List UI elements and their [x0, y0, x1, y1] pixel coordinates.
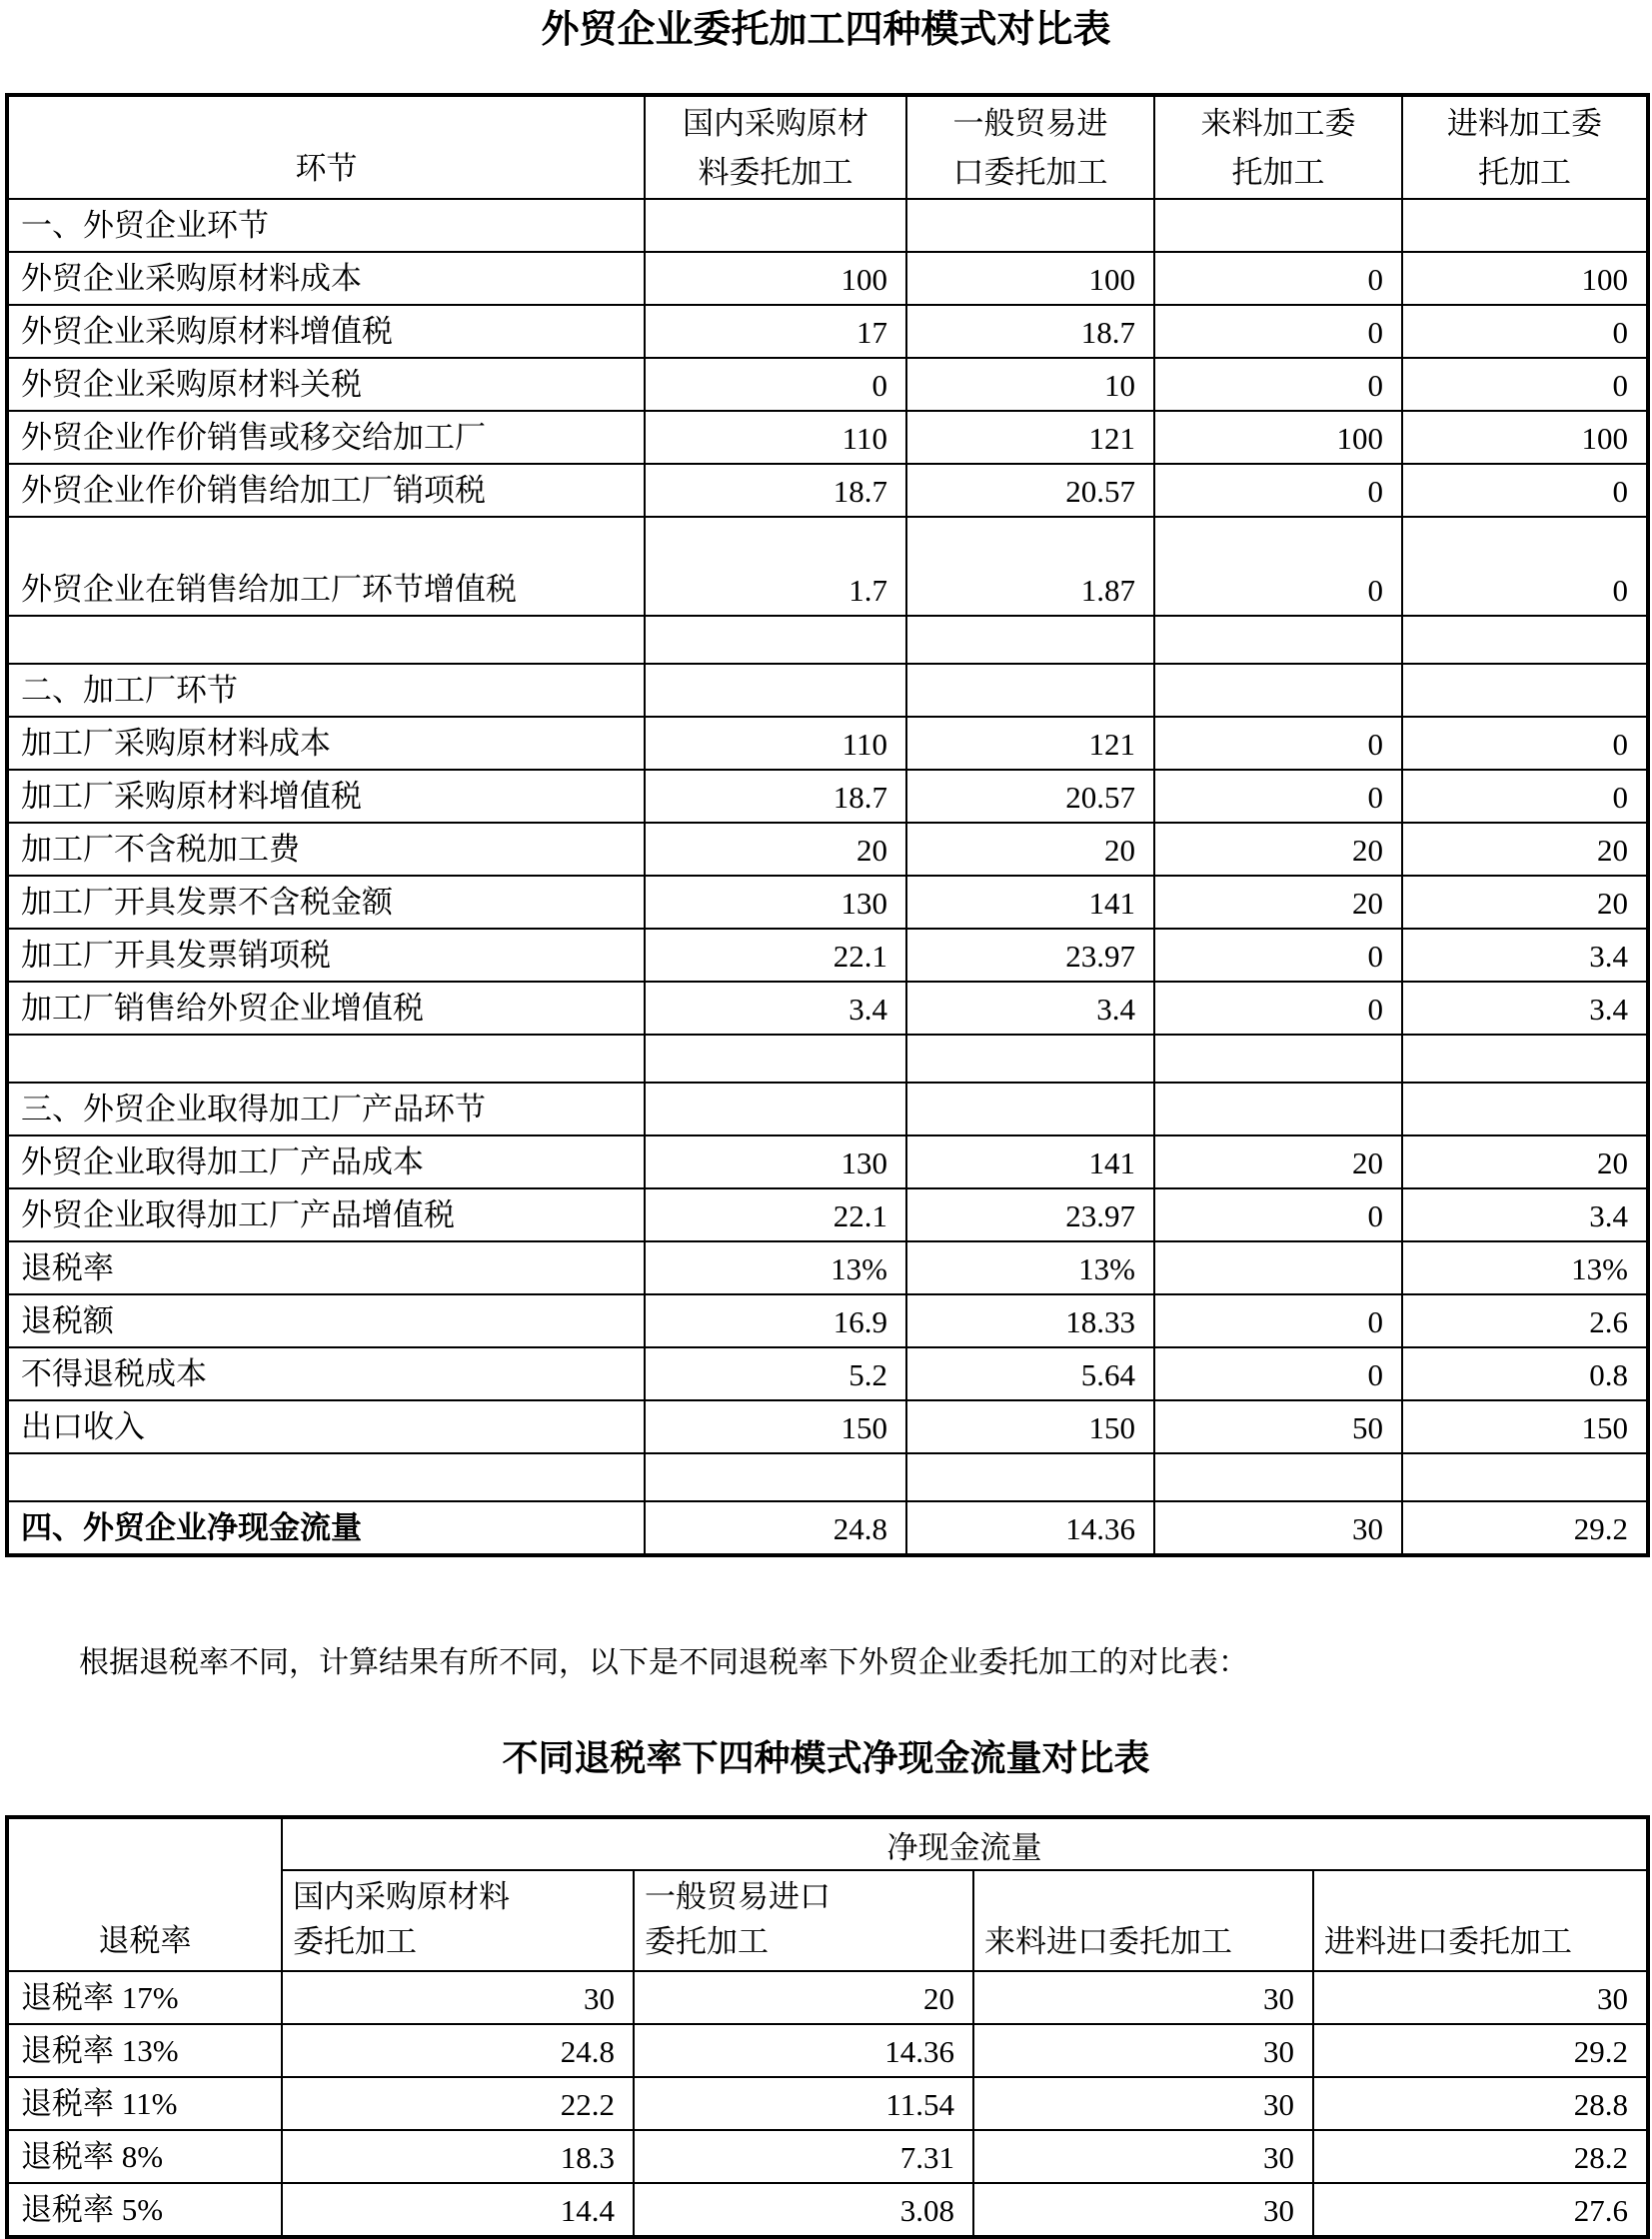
value-cell: 30 [973, 2077, 1313, 2130]
table1-header-row [7, 95, 1648, 199]
value-cell [645, 1035, 906, 1083]
row-label-cell: 外贸企业作价销售给加工厂销项税 [7, 464, 645, 517]
value-cell: 10 [906, 358, 1154, 411]
value-cell: 20 [1154, 876, 1402, 929]
row-label-cell [7, 1035, 645, 1083]
header-cell-domestic-purchase: 国内采购原材 料委托加工 [645, 95, 906, 199]
header-cell-domestic-purchase: 国内采购原材料 委托加工 [282, 1870, 634, 1971]
value-cell [1154, 1083, 1402, 1135]
value-cell: 0 [1154, 717, 1402, 770]
value-cell: 3.4 [906, 982, 1154, 1035]
value-cell: 30 [282, 1971, 634, 2024]
table-row [7, 1501, 1648, 1555]
row-label-cell: 退税额 [7, 1294, 645, 1347]
value-cell: 0 [1402, 305, 1648, 358]
value-cell [1402, 1453, 1648, 1501]
value-cell: 22.1 [645, 929, 906, 982]
value-cell [906, 664, 1154, 717]
row-label-cell: 外贸企业在销售给加工厂环节增值税 [7, 517, 645, 616]
document-page [0, 8, 1652, 2228]
table-row [7, 1971, 1648, 2024]
value-cell: 0 [1154, 1188, 1402, 1241]
value-cell: 30 [973, 2130, 1313, 2183]
header-cell-general-trade-import: 一般贸易进口 委托加工 [634, 1870, 973, 1971]
table-row [7, 1035, 1648, 1083]
row-label-cell: 退税率 11% [7, 2077, 282, 2130]
value-cell: 17 [645, 305, 906, 358]
value-cell [645, 664, 906, 717]
value-cell [1402, 1083, 1648, 1135]
value-cell: 110 [645, 717, 906, 770]
value-cell: 100 [1154, 411, 1402, 464]
value-cell: 11.54 [634, 2077, 973, 2130]
value-cell: 24.8 [282, 2024, 634, 2077]
header-cell-imported-import: 进料进口委托加工 [1313, 1870, 1648, 1971]
header-cell-net-cash-flow: 净现金流量 [282, 1817, 1648, 1870]
value-cell: 0 [1402, 358, 1648, 411]
row-label-cell: 四、外贸企业净现金流量 [7, 1501, 645, 1555]
value-cell: 30 [1313, 1971, 1648, 2024]
value-cell: 0 [1154, 1347, 1402, 1400]
row-label-cell: 退税率 5% [7, 2183, 282, 2237]
value-cell [1154, 199, 1402, 252]
note-paragraph: 根据退税率不同，计算结果有所不同，以下是不同退税率下外贸企业委托加工的对比表： [79, 1646, 1248, 1679]
table-row [7, 305, 1648, 358]
row-label-cell: 二、加工厂环节 [7, 664, 645, 717]
value-cell: 30 [1154, 1501, 1402, 1555]
value-cell: 18.3 [282, 2130, 634, 2183]
value-cell: 18.7 [645, 770, 906, 823]
value-cell: 141 [906, 876, 1154, 929]
row-label-cell: 外贸企业取得加工厂产品成本 [7, 1135, 645, 1188]
table-row [7, 2077, 1648, 2130]
row-label-cell: 加工厂开具发票不含税金额 [7, 876, 645, 929]
value-cell: 0 [1154, 982, 1402, 1035]
value-cell: 18.7 [906, 305, 1154, 358]
value-cell: 3.08 [634, 2183, 973, 2237]
value-cell: 20 [1402, 876, 1648, 929]
row-label-cell: 三、外贸企业取得加工厂产品环节 [7, 1083, 645, 1135]
value-cell: 150 [645, 1400, 906, 1453]
value-cell [645, 1083, 906, 1135]
value-cell: 110 [645, 411, 906, 464]
table-row [7, 664, 1648, 717]
value-cell: 150 [1402, 1400, 1648, 1453]
value-cell: 20 [1402, 823, 1648, 876]
value-cell [645, 616, 906, 664]
value-cell: 13% [645, 1241, 906, 1294]
value-cell: 0 [1402, 770, 1648, 823]
value-cell: 0 [1402, 517, 1648, 616]
value-cell: 0 [1154, 464, 1402, 517]
value-cell: 0 [1402, 464, 1648, 517]
value-cell: 28.2 [1313, 2130, 1648, 2183]
table-row [7, 1083, 1648, 1135]
value-cell: 30 [973, 2183, 1313, 2237]
table-row [7, 1241, 1648, 1294]
value-cell [1402, 1035, 1648, 1083]
value-cell: 14.36 [906, 1501, 1154, 1555]
value-cell: 23.97 [906, 1188, 1154, 1241]
value-cell: 7.31 [634, 2130, 973, 2183]
table-row [7, 876, 1648, 929]
row-label-cell: 加工厂采购原材料成本 [7, 717, 645, 770]
value-cell: 121 [906, 717, 1154, 770]
value-cell: 23.97 [906, 929, 1154, 982]
value-cell: 29.2 [1402, 1501, 1648, 1555]
value-cell: 100 [1402, 252, 1648, 305]
value-cell: 30 [973, 1971, 1313, 2024]
table-row [7, 252, 1648, 305]
table2-group-header-row [7, 1817, 1648, 1870]
value-cell: 141 [906, 1135, 1154, 1188]
header-cell-general-trade-import: 一般贸易进 口委托加工 [906, 95, 1154, 199]
value-cell: 1.87 [906, 517, 1154, 616]
table-row [7, 1294, 1648, 1347]
value-cell: 100 [1402, 411, 1648, 464]
table-row [7, 1347, 1648, 1400]
table-row [7, 464, 1648, 517]
value-cell: 0 [1154, 929, 1402, 982]
value-cell: 20 [1154, 1135, 1402, 1188]
value-cell: 0 [1154, 252, 1402, 305]
value-cell [906, 616, 1154, 664]
value-cell [1402, 664, 1648, 717]
row-label-cell: 外贸企业作价销售或移交给加工厂 [7, 411, 645, 464]
table-row [7, 717, 1648, 770]
row-label-cell: 外贸企业采购原材料增值税 [7, 305, 645, 358]
row-label-cell: 退税率 8% [7, 2130, 282, 2183]
value-cell: 1.7 [645, 517, 906, 616]
row-label-cell: 不得退税成本 [7, 1347, 645, 1400]
header-cell-supplied-import: 来料进口委托加工 [973, 1870, 1313, 1971]
table-row [7, 1135, 1648, 1188]
row-label-cell: 加工厂销售给外贸企业增值税 [7, 982, 645, 1035]
header-cell-refund-rate: 退税率 [7, 1817, 282, 1971]
table-row [7, 982, 1648, 1035]
table-row [7, 1188, 1648, 1241]
value-cell: 3.4 [1402, 929, 1648, 982]
row-label-cell: 退税率 13% [7, 2024, 282, 2077]
row-label-cell: 加工厂开具发票销项税 [7, 929, 645, 982]
value-cell: 30 [973, 2024, 1313, 2077]
row-label-cell [7, 616, 645, 664]
value-cell: 20.57 [906, 770, 1154, 823]
row-label-cell: 外贸企业采购原材料成本 [7, 252, 645, 305]
value-cell: 0 [1154, 305, 1402, 358]
table1-title: 外贸企业委托加工四种模式对比表 [541, 9, 1111, 51]
header-cell-huanjie: 环节 [7, 95, 645, 199]
value-cell: 24.8 [645, 1501, 906, 1555]
value-cell [906, 1453, 1154, 1501]
value-cell: 5.64 [906, 1347, 1154, 1400]
row-label-cell: 退税率 17% [7, 1971, 282, 2024]
value-cell [1402, 616, 1648, 664]
value-cell [906, 199, 1154, 252]
table-row [7, 358, 1648, 411]
mode-comparison-table [5, 93, 1650, 1557]
value-cell: 13% [906, 1241, 1154, 1294]
row-label-cell: 外贸企业取得加工厂产品增值税 [7, 1188, 645, 1241]
value-cell: 16.9 [645, 1294, 906, 1347]
value-cell: 100 [645, 252, 906, 305]
value-cell: 20 [1402, 1135, 1648, 1188]
value-cell [1154, 1035, 1402, 1083]
value-cell: 130 [645, 1135, 906, 1188]
value-cell: 20 [906, 823, 1154, 876]
value-cell: 3.4 [645, 982, 906, 1035]
table-row [7, 823, 1648, 876]
row-label-cell: 一、外贸企业环节 [7, 199, 645, 252]
value-cell: 0 [1154, 517, 1402, 616]
value-cell [645, 199, 906, 252]
value-cell [1402, 199, 1648, 252]
value-cell: 0 [645, 358, 906, 411]
value-cell: 150 [906, 1400, 1154, 1453]
table-row [7, 1400, 1648, 1453]
value-cell: 18.7 [645, 464, 906, 517]
header-cell-imported-materials: 进料加工委 托加工 [1402, 95, 1648, 199]
row-label-cell: 出口收入 [7, 1400, 645, 1453]
value-cell: 0 [1154, 1294, 1402, 1347]
table-row [7, 2024, 1648, 2077]
row-label-cell: 加工厂采购原材料增值税 [7, 770, 645, 823]
value-cell: 22.1 [645, 1188, 906, 1241]
value-cell: 20 [1154, 823, 1402, 876]
value-cell: 27.6 [1313, 2183, 1648, 2237]
value-cell: 13% [1402, 1241, 1648, 1294]
value-cell: 5.2 [645, 1347, 906, 1400]
table-row [7, 2183, 1648, 2237]
value-cell: 20 [634, 1971, 973, 2024]
table-row [7, 517, 1648, 616]
table-row [7, 199, 1648, 252]
value-cell: 20.57 [906, 464, 1154, 517]
table2-title: 不同退税率下四种模式净现金流量对比表 [502, 1738, 1150, 1778]
value-cell [645, 1453, 906, 1501]
value-cell: 0 [1402, 717, 1648, 770]
row-label-cell: 外贸企业采购原材料关税 [7, 358, 645, 411]
value-cell: 0.8 [1402, 1347, 1648, 1400]
row-label-cell: 退税率 [7, 1241, 645, 1294]
refund-rate-table [5, 1815, 1650, 2239]
value-cell: 0 [1154, 358, 1402, 411]
value-cell: 0 [1154, 770, 1402, 823]
value-cell: 20 [645, 823, 906, 876]
value-cell [1154, 1453, 1402, 1501]
row-label-cell [7, 1453, 645, 1501]
value-cell: 100 [906, 252, 1154, 305]
header-cell-supplied-materials: 来料加工委 托加工 [1154, 95, 1402, 199]
value-cell [1154, 616, 1402, 664]
value-cell: 28.8 [1313, 2077, 1648, 2130]
table-row [7, 411, 1648, 464]
table-row [7, 1453, 1648, 1501]
row-label-cell: 加工厂不含税加工费 [7, 823, 645, 876]
table-row [7, 616, 1648, 664]
table-row [7, 929, 1648, 982]
value-cell: 130 [645, 876, 906, 929]
value-cell: 14.4 [282, 2183, 634, 2237]
table-row [7, 770, 1648, 823]
value-cell: 29.2 [1313, 2024, 1648, 2077]
value-cell: 50 [1154, 1400, 1402, 1453]
table-row [7, 2130, 1648, 2183]
value-cell: 2.6 [1402, 1294, 1648, 1347]
value-cell [1154, 664, 1402, 717]
value-cell [1154, 1241, 1402, 1294]
value-cell [906, 1083, 1154, 1135]
value-cell: 3.4 [1402, 982, 1648, 1035]
value-cell: 18.33 [906, 1294, 1154, 1347]
value-cell: 121 [906, 411, 1154, 464]
value-cell: 14.36 [634, 2024, 973, 2077]
value-cell: 3.4 [1402, 1188, 1648, 1241]
value-cell [906, 1035, 1154, 1083]
value-cell: 22.2 [282, 2077, 634, 2130]
